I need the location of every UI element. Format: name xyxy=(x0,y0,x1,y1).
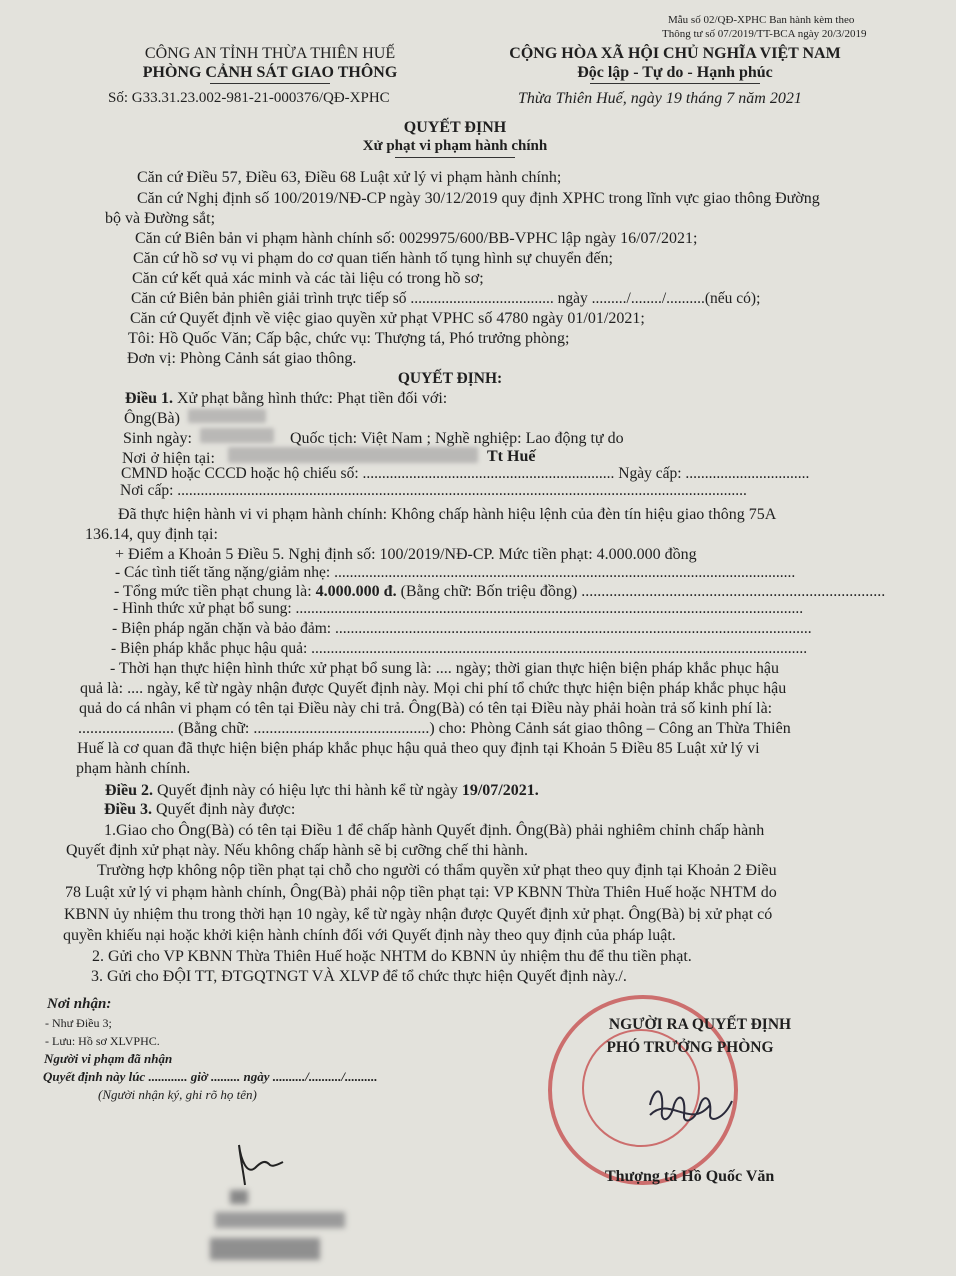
article3-para: quyền khiếu nại hoặc khởi kiện hành chính đối với Quyết định này theo quy định của pháp luật. xyxy=(63,927,676,944)
recipient-item: - Như Điều 3; xyxy=(45,1016,112,1030)
preamble-line: bộ và Đường sắt; xyxy=(105,210,216,227)
header-left-underline xyxy=(210,83,330,84)
article3-para: 2. Gửi cho VP KBNN Thừa Thiên Huế hoặc NHTM do KBNN ủy nhiệm thu để thu tiền phạt. xyxy=(92,948,692,965)
id-line: CMND hoặc CCCD hoặc hộ chiếu số: ................................................................. Ngày cấp: ................................ xyxy=(121,465,810,482)
preamble-line: Căn cứ Điều 57, Điều 63, Điều 68 Luật xử lý vi phạm hành chính; xyxy=(137,169,562,186)
agency-name: CÔNG AN TỈNH THỪA THIÊN HUẾ xyxy=(144,45,396,62)
total-amount: 4.000.000 đ. xyxy=(315,583,397,600)
article3-para: KBNN ủy nhiệm thu trong thời hạn 10 ngày, kể từ ngày nhận được Quyết định xử phạt. Ông(Bà) bị xử phạt có xyxy=(64,906,773,923)
nationality-occupation: Quốc tịch: Việt Nam ; Nghề nghiệp: Lao động tự do xyxy=(290,430,624,447)
article3-text: Quyết định này được: xyxy=(156,801,296,818)
preamble-line: Đơn vị: Phòng Cảnh sát giao thông. xyxy=(127,350,357,367)
article2-text: Quyết định này có hiệu lực thi hành kể từ ngày xyxy=(157,782,458,799)
article2-label: Điều 2. xyxy=(105,782,153,799)
country-name: CỘNG HÒA XÃ HỘI CHỦ NGHĨA VIỆT NAM xyxy=(509,45,841,62)
deadline-line: phạm hành chính. xyxy=(76,760,191,777)
article3-para: Quyết định xử phạt này. Nếu không chấp hành sẽ bị cưỡng chế thi hành. xyxy=(66,842,528,859)
preamble-line: Căn cứ kết quả xác minh và các tài liệu có trong hồ sơ; xyxy=(132,270,484,287)
deadline-line: Huế là cơ quan đã thực hiện biện pháp khắc phục hậu quả theo quy định tại Khoản 5 Điều 85 Luật xử lý vi xyxy=(77,740,760,757)
header-right-underline xyxy=(590,83,760,84)
motto: Độc lập - Tự do - Hạnh phúc xyxy=(577,64,773,81)
decision-number: Số: G33.31.23.002-981-21-000376/QĐ-XPHC xyxy=(108,90,390,106)
deadline-line: quả là: .... ngày, kể từ ngày nhận được Quyết định này. Mọi chi phí tổ chức thực hiện biện pháp khắc phục hậu xyxy=(80,680,787,697)
redacted-dob xyxy=(200,428,274,443)
article3-para: 1.Giao cho Ông(Bà) có tên tại Điều 1 để chấp hành Quyết định. Ông(Bà) phải nghiêm chỉnh chấp hành xyxy=(104,822,765,839)
deadline-line: ........................ (Bằng chữ: ............................................) cho: Phòng Cảnh sát giao thông – Công an Thừa Thiên xyxy=(78,720,791,737)
preamble-line: Căn cứ Biên bản phiên giải trình trực tiếp số ..................................... ngày ........./......../..........(nếu có); xyxy=(131,290,761,307)
residence-label: Nơi ở hiện tại: xyxy=(122,450,215,467)
signer-name: Thượng tá Hồ Quốc Văn xyxy=(605,1168,775,1185)
article3-para: 3. Gửi cho ĐỘI TT, ĐTGQTNGT VÀ XLVP để tổ chức thực hiện Quyết định này./. xyxy=(91,968,627,985)
redacted-recipient-name xyxy=(210,1188,360,1268)
issue-place-line: Nơi cấp: ................................................................................................................................................... xyxy=(120,482,747,499)
document-subtitle: Xử phạt vi phạm hành chính xyxy=(362,138,548,154)
circumstances-line: - Các tình tiết tăng nặng/giảm nhẹ: ....................................................................................................................... xyxy=(115,564,796,581)
article1-label: Điều 1. xyxy=(125,390,173,407)
recipient-item: - Lưu: Hồ sơ XLVPHC. xyxy=(45,1034,160,1048)
article3-line xyxy=(104,800,295,819)
preamble-line: Căn cứ Quyết định về việc giao quyền xử phạt VPHC số 4780 ngày 01/01/2021; xyxy=(130,310,645,327)
person-label: Ông(Bà) xyxy=(124,410,180,427)
effective-date: 19/07/2021. xyxy=(461,782,539,799)
document-title: QUYẾT ĐỊNH xyxy=(403,119,507,136)
received-line: Quyết định này lúc ............ giờ ......... ngày ........../........../.......... xyxy=(43,1069,378,1084)
preamble-line: Căn cứ hồ sơ vụ vi phạm do cơ quan tiến hành tố tụng hình sự chuyển đến; xyxy=(133,250,613,267)
article3-para: 78 Luật xử lý vi phạm hành chính, Ông(Bà) phải nộp tiền phạt tại: VP KBNN Thừa Thiên Huế hoặc NHTM do xyxy=(65,884,777,901)
signer-signature xyxy=(640,1075,750,1135)
preventive-line: - Biện pháp ngăn chặn và bảo đảm: ........................................................................................................................... xyxy=(112,620,812,637)
signer-position: PHÓ TRƯỞNG PHÒNG xyxy=(606,1039,774,1056)
total-words: (Bằng chữ: Bốn triệu đồng) xyxy=(400,583,578,600)
article1-text: Xử phạt bằng hình thức: Phạt tiền đối với: xyxy=(177,390,448,407)
department-name: PHÒNG CẢNH SÁT GIAO THÔNG xyxy=(142,64,398,81)
article2-line xyxy=(105,781,539,800)
received-line: (Người nhận ký, ghi rõ họ tên) xyxy=(98,1087,257,1102)
article3-label: Điều 3. xyxy=(104,801,152,818)
redacted-address xyxy=(228,447,478,463)
total-dots: ............................................................................ xyxy=(581,583,886,600)
violation-line-1: Đã thực hiện hành vi vi phạm hành chính: Không chấp hành hiệu lệnh của đèn tín hiệu giao thông 75A xyxy=(118,506,777,523)
preamble-line: Tôi: Hồ Quốc Văn; Cấp bậc, chức vụ: Thượng tá, Phó trưởng phòng; xyxy=(128,330,570,347)
title-underline xyxy=(395,157,515,158)
violation-line-2: 136.14, quy định tại: xyxy=(85,526,218,543)
deadline-line: - Thời hạn thực hiện hình thức xử phạt bổ sung là: .... ngày; thời gian thực hiện biện pháp khắc phục hậu xyxy=(110,660,779,677)
dob-label: Sinh ngày: xyxy=(123,430,192,447)
deadline-line: quả do cá nhân vi phạm có tên tại Điều này chi trả. Ông(Bà) có tên tại Điều này phải hoàn trả số kinh phí là: xyxy=(79,700,773,717)
redacted-name xyxy=(188,409,266,423)
remedial-line: - Biện pháp khắc phục hậu quả: ................................................................................................................................ xyxy=(111,640,808,657)
residence-tail: Tt Huế xyxy=(487,448,536,465)
decision-heading: QUYẾT ĐỊNH: xyxy=(397,370,503,387)
received-line: Người vi phạm đã nhận xyxy=(44,1051,173,1066)
recipients-heading: Nơi nhận: xyxy=(47,996,112,1012)
form-note-line2: Thông tư số 07/2019/TT-BCA ngày 20/3/2019 xyxy=(662,28,867,40)
legal-point: + Điểm a Khoản 5 Điều 5. Nghị định số: 100/2019/NĐ-CP. Mức tiền phạt: 4.000.000 đồng xyxy=(115,546,697,563)
preamble-line: Căn cứ Nghị định số 100/2019/NĐ-CP ngày 30/12/2019 quy định XPHC trong lĩnh vực giao thông Đường xyxy=(137,190,820,207)
supplementary-line: - Hình thức xử phạt bổ sung: ................................................................................................................................... xyxy=(113,600,804,617)
place-date: Thừa Thiên Huế, ngày 19 tháng 7 năm 2021 xyxy=(518,90,802,107)
total-prefix: - Tổng mức tiền phạt chung là: xyxy=(114,583,312,600)
preamble-line: Căn cứ Biên bản vi phạm hành chính số: 0029975/600/BB-VPHC lập ngày 16/07/2021; xyxy=(135,230,698,247)
article1-line xyxy=(125,389,447,408)
form-note-line1: Mẫu số 02/QĐ-XPHC Ban hành kèm theo xyxy=(668,14,855,26)
recipient-signature xyxy=(225,1140,305,1190)
article3-para: Trường hợp không nộp tiền phạt tại chỗ cho người có thẩm quyền xử phạt theo quy định tại Khoản 2 Điều xyxy=(97,862,777,879)
signer-role: NGƯỜI RA QUYẾT ĐỊNH xyxy=(608,1016,792,1033)
